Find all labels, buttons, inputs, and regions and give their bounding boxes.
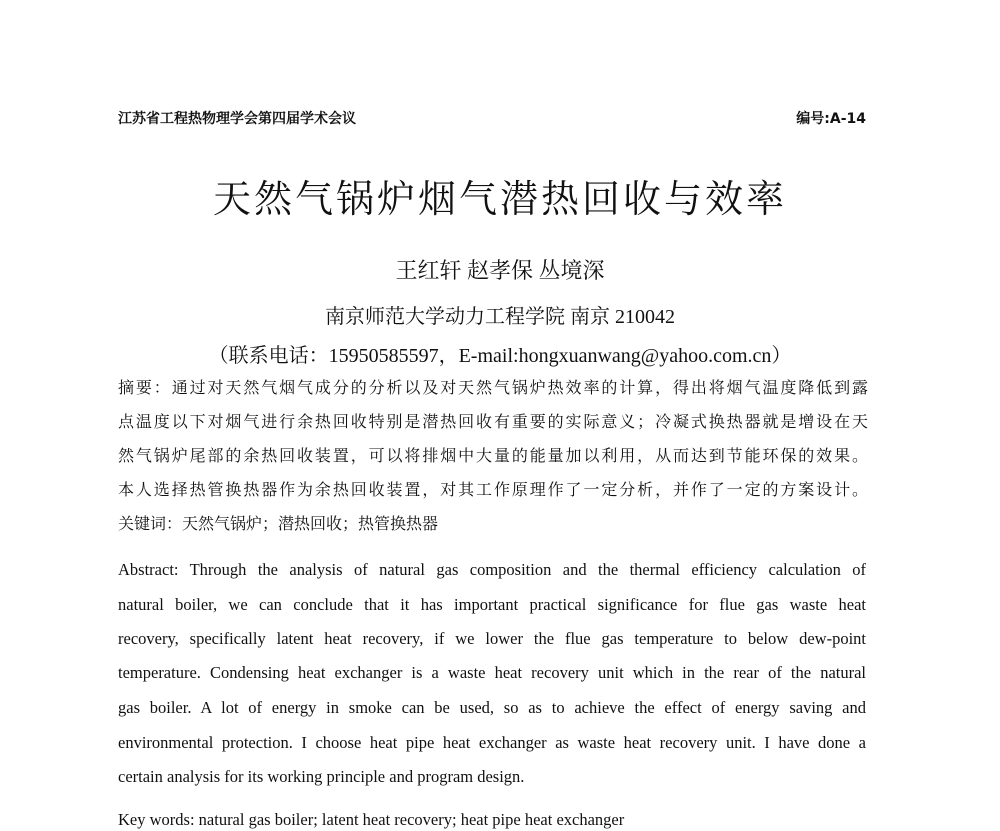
affiliation: 南京师范大学动力工程学院 南京 210042 (325, 306, 675, 328)
abstract-cn-line: 摘要：通过对天然气烟气成分的分析以及对天然气锅炉热效率的计算，得出将烟气温度降低到露 (118, 378, 868, 397)
authors: 王红轩 赵孝保 丛境深 (395, 258, 605, 283)
abstract-en-line: natural boiler, we can conclude that it has important practical significance for flue gas waste heat (118, 595, 866, 614)
abstract-en-line: environmental protection. I choose heat pipe heat exchanger as waste heat recovery unit. I have done a (118, 733, 866, 752)
paper-title: 天然气锅炉烟气潜热回收与效率 (212, 177, 787, 221)
keywords-cn: 关键词：天然气锅炉；潜热回收；热管换热器 (118, 514, 439, 533)
abstract-en-line: recovery, specifically latent heat recovery, if we lower the flue gas temperature to below dew-point (118, 629, 866, 648)
abstract-en-line: certain analysis for its working principle and program design. (118, 767, 525, 786)
abstract-cn-line: 然气锅炉尾部的余热回收装置，可以将排烟中大量的能量加以利用，从而达到节能环保的效果。 (118, 446, 868, 465)
conference-header: 江苏省工程热物理学会第四届学术会议 (118, 111, 356, 127)
abstract-en-line: Abstract: Through the analysis of natural gas composition and the thermal efficiency calculation of (118, 560, 866, 579)
abstract-cn-line: 点温度以下对烟气进行余热回收特别是潜热回收有重要的实际意义；冷凝式换热器就是增设在天 (118, 412, 868, 431)
keywords-en: Key words: natural gas boiler; latent heat recovery; heat pipe heat exchanger (118, 810, 625, 829)
abstract-cn-line: 本人选择热管换热器作为余热回收装置，对其工作原理作了一定分析，并作了一定的方案设计。 (118, 480, 868, 499)
contact-info: （联系电话：15950585597，E-mail:hongxuanwang@yahoo.com.cn） (208, 345, 792, 367)
abstract-en-line: temperature. Condensing heat exchanger is a waste heat recovery unit which in the rear of the natural (118, 663, 866, 682)
paper-number: 编号:A-14 (796, 111, 866, 127)
abstract-en-line: gas boiler. A lot of energy in smoke can be used, so as to achieve the effect of energy saving and (118, 698, 866, 717)
